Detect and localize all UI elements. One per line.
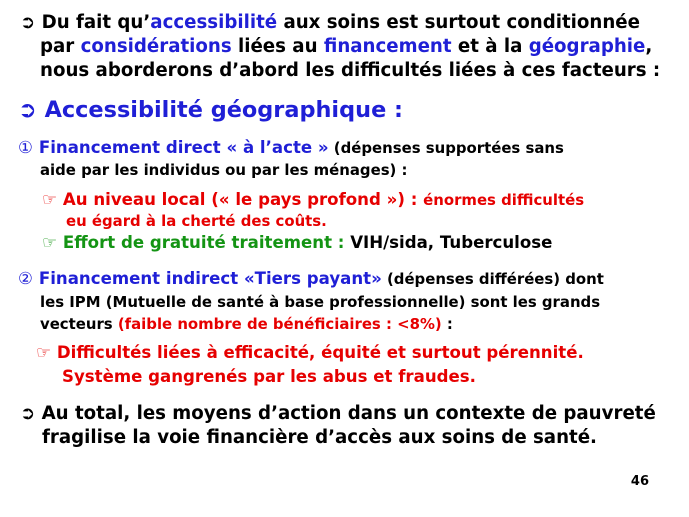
intro-text-2g: , xyxy=(645,36,653,57)
arrow-bullet-icon: ➲ xyxy=(20,403,36,424)
conclusion-text-2: fragilise la voie financière d’accès aux soins de santé. xyxy=(42,427,597,448)
item2-detail-c2: (faible nombre de bénéficiaires : <8%) xyxy=(117,315,442,333)
intro-keyword-accessibilite: accessibilité xyxy=(150,12,278,33)
item2-sub1-a: Difficultés liées à efficacité, équité et surtout pérennité. xyxy=(56,343,584,362)
intro-text-1a: Du fait qu’ xyxy=(41,12,151,33)
heading-text: Accessibilité géographique : xyxy=(44,97,404,123)
page-number: 46 xyxy=(630,474,649,489)
pointing-finger-icon: ☞ xyxy=(36,343,51,362)
item1-sub2 xyxy=(42,235,552,252)
item1-sub1-a: Au niveau local (« le pays profond ») : xyxy=(62,190,424,209)
item2-sub1-line-1 xyxy=(36,345,584,362)
intro-text-1c: aux soins est surtout conditionnée xyxy=(277,12,640,33)
intro-keyword-geographie: géographie xyxy=(528,36,646,57)
intro-line-3 xyxy=(40,62,660,80)
item2-sub1-b: Système gangrenés par les abus et fraudes. xyxy=(62,367,476,386)
circled-digit-one-icon: ① xyxy=(18,138,33,157)
item2-detail-c1: vecteurs xyxy=(40,315,118,333)
arrow-bullet-icon: ➲ xyxy=(20,12,36,33)
item1-sub2-b: VIH/sida, Tuberculose xyxy=(350,233,553,252)
item2-title: Financement indirect «Tiers payant» xyxy=(38,269,382,288)
item1-line-1 xyxy=(18,140,564,157)
conclusion-line-1 xyxy=(20,405,656,423)
intro-line-1 xyxy=(20,14,640,32)
pointing-finger-icon: ☞ xyxy=(42,233,57,252)
item1-detail-b: aide par les individus ou par les ménages) : xyxy=(40,161,408,179)
item1-sub1-line-1 xyxy=(42,192,584,209)
section-heading xyxy=(18,99,403,121)
item1-sub2-a: Effort de gratuité traitement : xyxy=(62,233,351,252)
intro-text-2c: liées au xyxy=(231,36,324,57)
item2-detail-a: (dépenses différées) dont xyxy=(381,270,604,288)
conclusion-text-1: Au total, les moyens d’action dans un contexte de pauvreté xyxy=(41,403,656,424)
circled-digit-two-icon: ② xyxy=(18,269,33,288)
intro-keyword-considerations: considérations xyxy=(80,36,232,57)
item2-sub1-line-2 xyxy=(62,369,476,386)
item1-sub1-line-2 xyxy=(66,214,327,229)
item2-line-1 xyxy=(18,271,604,288)
item1-line-2 xyxy=(40,163,408,178)
item1-sub1-b: énormes difficultés xyxy=(423,191,585,209)
arrow-bullet-icon: ➲ xyxy=(18,97,37,123)
intro-line-2 xyxy=(40,38,652,56)
item1-sub1-c: eu égard à la cherté des coûts. xyxy=(66,212,327,230)
intro-keyword-financement: financement xyxy=(323,36,452,57)
intro-text-2e: et à la xyxy=(451,36,529,57)
item1-detail-a: (dépenses supportées sans xyxy=(328,139,564,157)
intro-text-2a: par xyxy=(40,36,81,57)
conclusion-line-2 xyxy=(42,429,597,447)
pointing-finger-icon: ☞ xyxy=(42,190,57,209)
item2-detail-b: les IPM (Mutuelle de santé à base professionnelle) sont les grands xyxy=(40,293,601,311)
item2-line-3 xyxy=(40,317,453,332)
item2-line-2 xyxy=(40,295,600,310)
intro-text-3: nous aborderons d’abord les difficultés liées à ces facteurs : xyxy=(40,60,661,81)
item2-detail-c3: : xyxy=(441,315,453,333)
item1-title: Financement direct « à l’acte » xyxy=(38,138,329,157)
